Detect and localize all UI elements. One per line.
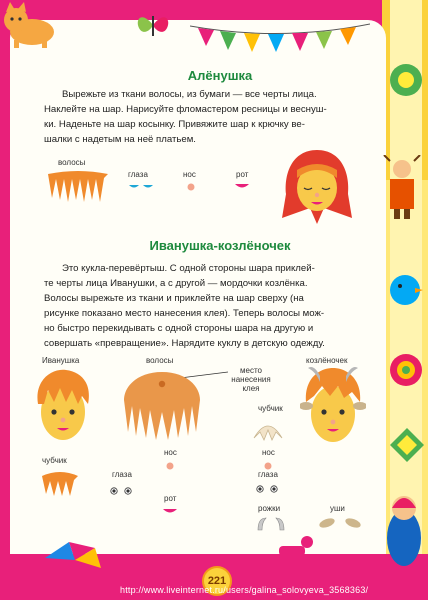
flower-icon	[386, 60, 426, 100]
section1-label-hair: волосы	[58, 158, 86, 167]
ivanushka-hair-piece	[120, 368, 204, 442]
section2-label-forelock-left: чубчик	[42, 456, 67, 465]
section1-title: Алёнушка	[187, 68, 253, 83]
section2-label-ears: уши	[330, 504, 345, 513]
alenushka-nose-piece	[187, 183, 195, 191]
section2-label-horns: рожки	[258, 504, 281, 513]
section2-label-glue-place	[224, 366, 278, 393]
diamond-ornament-icon	[390, 428, 424, 462]
glue-label-line-3: клея	[242, 384, 260, 393]
glue-label-line-2: нанесения	[231, 375, 271, 384]
section2-title: Иванушка-козлёночек	[149, 238, 291, 253]
kid-eyes-piece	[254, 484, 280, 494]
section2-label-ivanushka: Иванушка	[42, 356, 80, 365]
section2-label-nose-right: нос	[262, 448, 275, 457]
section1-line-2: Наклейте на шар. Нарисуйте фломастером ресницы и веснуш-	[44, 104, 327, 115]
section2-label-hair: волосы	[146, 356, 174, 365]
bird-origami-icon	[45, 538, 105, 574]
kid-face-illustration	[300, 366, 366, 446]
rocking-horse-icon	[265, 530, 321, 570]
kid-ears-piece	[318, 516, 362, 530]
source-url: http://www.liveinternet.ru/users/galina_solovyeva_3568363/	[120, 585, 369, 595]
section2-label-eyes-right: глаза	[258, 470, 278, 479]
page-number-badge: 221	[202, 566, 232, 596]
kid-forelock-piece	[252, 418, 284, 442]
cat-icon	[2, 2, 60, 48]
section2-line-3: Волосы вырежьте из ткани и приклейте на шар сверху (на	[44, 293, 304, 304]
section2-line-2: те черты лица Иванушки, а с другой — мордочки козлёнка.	[44, 278, 308, 289]
section1-line-4: шалки с надетым на неё платьем.	[44, 134, 196, 145]
ivanushka-face-illustration	[32, 368, 94, 444]
section1-line-3: ки. Наденьте на шар косынку. Привяжите шар к крючку ве-	[44, 119, 305, 130]
alenushka-hair-piece	[46, 170, 110, 204]
fairy-tale-figure-icon	[378, 155, 426, 219]
section2-label-eyes-left: глаза	[112, 470, 132, 479]
section2-line-4: рисунке показано место нанесения клея). Теперь волосы мож-	[44, 308, 325, 319]
ivanushka-forelock-piece	[40, 470, 80, 498]
alenushka-mouth-piece	[234, 183, 250, 190]
section1-line-1: Вырежьте из ткани волосы, из бумаги — все черты лица.	[62, 89, 317, 100]
alenushka-doll-illustration	[280, 148, 354, 224]
section2-line-5: но быстро перекидывать с одной стороны шара на другую и	[44, 323, 314, 334]
section1-label-mouth: рот	[236, 170, 249, 179]
section1-label-eyes: глаза	[128, 170, 148, 179]
ivanushka-mouth-piece	[162, 508, 178, 515]
section2-label-kid: козлёночек	[306, 356, 348, 365]
bird-icon	[385, 270, 425, 310]
section2-line-6: совершать «превращение». Нарядите куклу в детскую одежду.	[44, 338, 325, 349]
glue-label-line-1: место	[240, 366, 262, 375]
section2-label-mouth: рот	[164, 494, 177, 503]
alenushka-eyes-piece	[128, 183, 154, 191]
kid-horns-piece	[256, 516, 286, 532]
section2-line-1: Это кукла-перевёртыш. С одной стороны шара приклей-	[62, 263, 315, 274]
flower-pattern-icon	[386, 350, 426, 390]
section1-label-nose: нос	[183, 170, 196, 179]
ivanushka-nose-piece	[166, 462, 174, 470]
ivanushka-eyes-piece	[108, 486, 134, 496]
kid-nose-piece	[264, 462, 272, 470]
bunting-flags	[190, 20, 370, 60]
section2-label-nose-center: нос	[164, 448, 177, 457]
matryoshka-doll-icon	[384, 488, 424, 568]
section2-label-forelock-right: чубчик	[258, 404, 283, 413]
butterfly-icon	[135, 10, 171, 40]
